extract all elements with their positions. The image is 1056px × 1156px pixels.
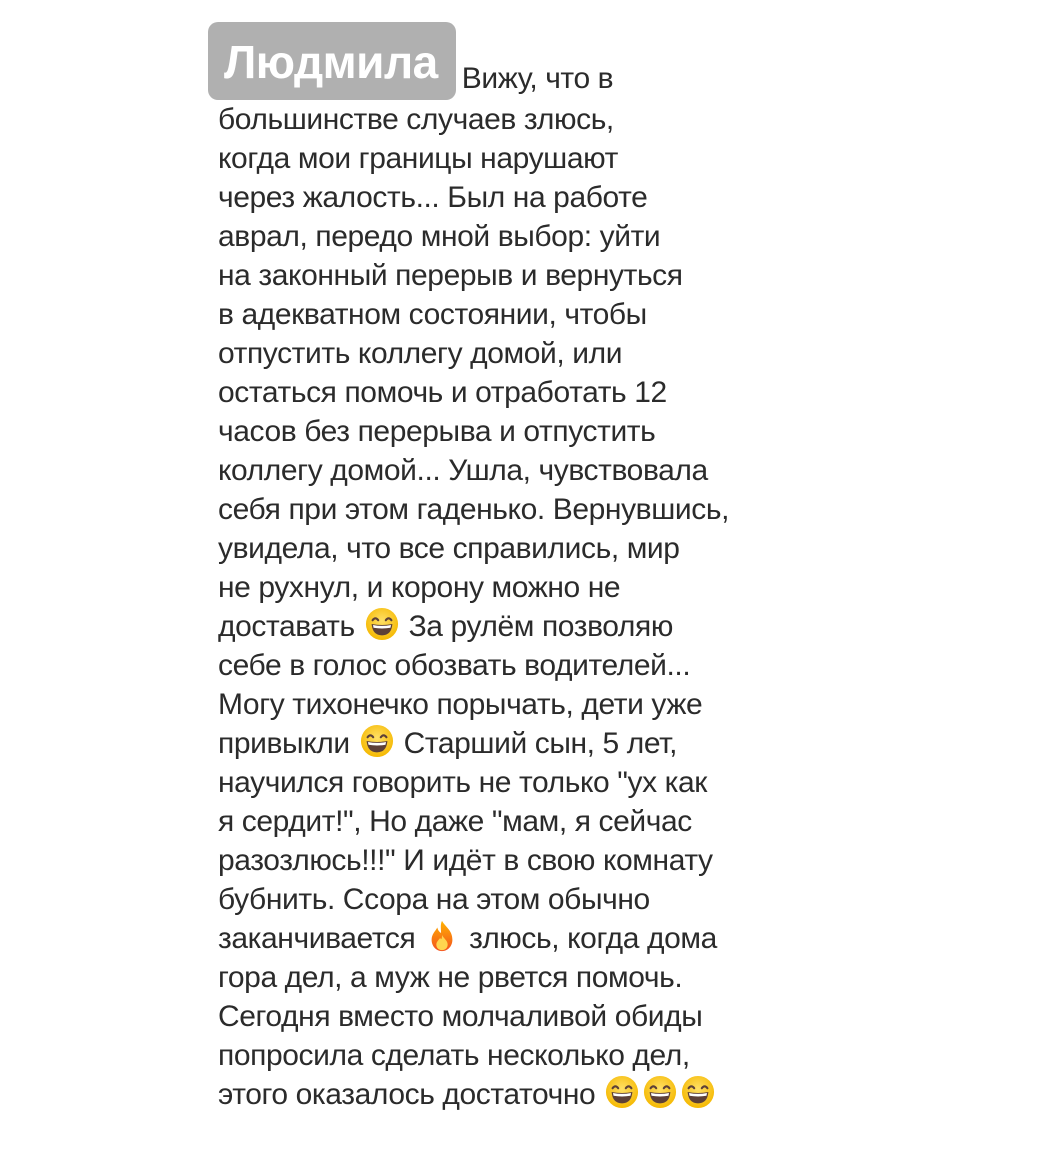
message-line-with-emoji <box>218 724 828 763</box>
message-fragment: Старший сын, 5 лет, <box>403 727 678 760</box>
message-line: Могу тихонечко порычать, дети уже <box>218 688 703 721</box>
message-line: увидела, что все справились, мир <box>218 532 680 565</box>
author-name-badge: Людмила <box>208 22 456 100</box>
message-line: на законный перерыв и вернуться <box>218 259 683 292</box>
grinning-squinting-face-icon <box>365 607 399 641</box>
message-line: разозлюсь!!!" И идёт в свою комнату <box>218 844 713 877</box>
message-line: научился говорить не только "ух как <box>218 766 707 799</box>
message-first-line <box>218 22 828 100</box>
message-line: Вижу, что в <box>461 62 614 95</box>
message-fragment: заканчивается <box>218 922 416 955</box>
message-line: я сердит!", Но даже "мам, я сейчас <box>218 805 692 838</box>
message-body <box>218 22 828 1114</box>
message-line: гора дел, а муж не рвется помочь. <box>218 961 683 994</box>
message-line-with-emoji <box>218 607 828 646</box>
message-line: попросила сделать несколько дел, <box>218 1039 690 1072</box>
grinning-squinting-face-icon <box>360 724 394 758</box>
message-line: в адекватном состоянии, чтобы <box>218 298 647 331</box>
message-fragment: этого оказалось достаточно <box>218 1078 596 1111</box>
message-line: через жалость... Был на работе <box>218 181 648 214</box>
fire-icon <box>425 919 459 953</box>
grinning-squinting-face-icon <box>605 1075 639 1109</box>
message-line: отпустить коллегу домой, или <box>218 337 623 370</box>
message-fragment: За рулём позволяю <box>408 610 673 643</box>
message-line: не рухнул, и корону можно не <box>218 571 621 604</box>
message-fragment: злюсь, когда дома <box>469 922 717 955</box>
message-line: коллегу домой... Ушла, чувствовала <box>218 454 708 487</box>
message-line: себя при этом гаденько. Вернувшись, <box>218 493 730 526</box>
message-line: Сегодня вместо молчаливой обиды <box>218 1000 703 1033</box>
message-line: остаться помочь и отработать 12 <box>218 376 667 409</box>
message-line-with-emoji <box>218 919 828 958</box>
message-line: большинстве случаев злюсь, <box>218 103 614 136</box>
message-line-with-emoji <box>218 1075 828 1114</box>
grinning-squinting-face-icon <box>681 1075 715 1109</box>
post-content <box>218 22 828 1114</box>
message-line: аврал, передо мной выбор: уйти <box>218 220 661 253</box>
message-line: часов без перерыва и отпустить <box>218 415 656 448</box>
grinning-squinting-face-icon <box>643 1075 677 1109</box>
message-fragment: привыкли <box>218 727 350 760</box>
message-line: когда мои границы нарушают <box>218 142 618 175</box>
message-line: бубнить. Ссора на этом обычно <box>218 883 650 916</box>
message-line: себе в голос обозвать водителей... <box>218 649 691 682</box>
message-fragment: доставать <box>218 610 355 643</box>
